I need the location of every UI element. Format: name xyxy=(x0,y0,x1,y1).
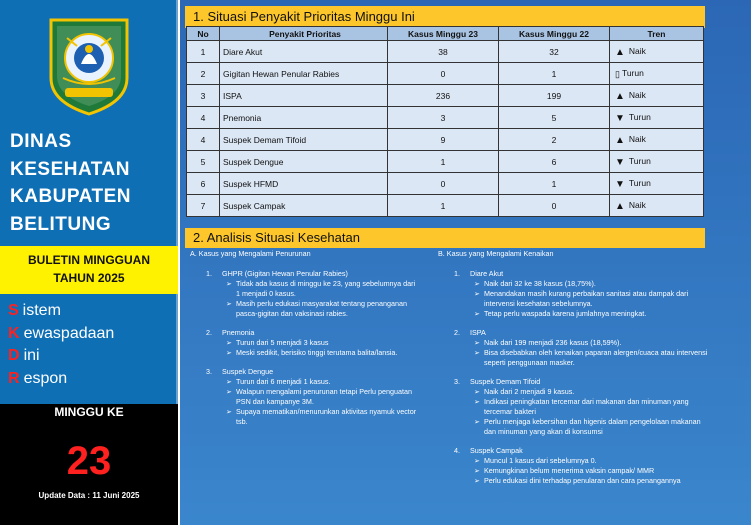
acronym-letter: R xyxy=(8,369,20,387)
analysis-bullet xyxy=(438,387,708,397)
cases-week-22: 0 xyxy=(499,195,610,217)
acronym-rest: istem xyxy=(22,302,61,319)
header-trend: Tren xyxy=(610,27,704,41)
triangle-down-icon: ▼ xyxy=(615,178,625,190)
decrease-column xyxy=(190,249,420,436)
item-title-text: GHPR (Gigitan Hewan Penular Rabies) xyxy=(222,269,348,278)
arrow-bullet-icon: ➢ xyxy=(226,387,233,396)
analysis-bullet xyxy=(190,407,420,427)
bullet-text: Indikasi peningkatan tercemar dari makanan dan minuman yang tercemar bakteri xyxy=(484,397,689,416)
table-row xyxy=(187,195,704,217)
agency-line: KESEHATAN xyxy=(10,158,130,180)
trend-label: Turun xyxy=(628,177,651,188)
row-number: 5 xyxy=(187,151,220,173)
arrow-bullet-icon: ➢ xyxy=(474,289,481,298)
cases-week-22: 5 xyxy=(499,107,610,129)
acronym-letter: K xyxy=(8,324,20,342)
acronym-line xyxy=(8,323,174,346)
analysis-item-title xyxy=(438,446,708,456)
cases-week-22: 1 xyxy=(499,173,610,195)
bullet-text: Perlu edukasi dini terhadap penularan dan cara penangannya xyxy=(484,476,681,485)
trend-cell xyxy=(610,195,704,217)
item-title-text: Suspek Demam Tifoid xyxy=(470,377,541,386)
bullet-text: Tidak ada kasus di minggu ke 23, yang sebelumnya dari 1 menjadi 0 kasus. xyxy=(236,279,416,298)
acronym-letter: D xyxy=(8,347,20,364)
item-number: 3. xyxy=(206,367,212,376)
week-number: 23 xyxy=(66,439,112,483)
trend-cell xyxy=(610,129,704,151)
row-number: 1 xyxy=(187,41,220,63)
regency-logo-emblem xyxy=(47,16,131,116)
agency-line: DINAS xyxy=(10,131,72,152)
week-label: MINGGU KE xyxy=(54,405,124,419)
analysis-bullet xyxy=(438,348,708,368)
trend-label: Naik xyxy=(628,45,646,56)
row-number: 3 xyxy=(187,85,220,107)
analysis-bullet xyxy=(190,348,420,358)
row-number: 4 xyxy=(187,129,220,151)
item-number: 1. xyxy=(454,269,460,278)
bullet-text: Tetap perlu waspada karena jumlahnya meningkat. xyxy=(484,309,647,318)
analysis-item-title xyxy=(438,377,708,387)
trend-cell xyxy=(610,85,704,107)
analysis-item-title xyxy=(438,328,708,338)
arrow-bullet-icon: ➢ xyxy=(474,476,481,485)
analysis-item xyxy=(438,328,708,368)
triangle-down-icon: ▼ xyxy=(615,112,625,124)
disease-name: Suspek HFMD xyxy=(220,173,388,195)
bullet-text: Naik dari 32 ke 38 kasus (18,75%). xyxy=(484,279,596,288)
analysis-item xyxy=(438,446,708,486)
bullet-text: Perlu menjaga kebersihan dan higenis dalam pengelolaan makanan dan minuman yang akan di konsumsi xyxy=(484,417,701,436)
arrow-bullet-icon: ➢ xyxy=(226,338,233,347)
acronym-rest: ini xyxy=(23,347,40,364)
analysis-item-title xyxy=(438,269,708,279)
cases-week-22: 1 xyxy=(499,63,610,85)
disease-name: Gigitan Hewan Penular Rabies xyxy=(220,63,388,85)
arrow-bullet-icon: ➢ xyxy=(474,456,481,465)
arrow-bullet-icon: ➢ xyxy=(474,387,481,396)
analysis-item-title xyxy=(190,328,420,338)
analysis-bullet xyxy=(438,289,708,309)
analysis-item-title xyxy=(190,269,420,279)
section-2-title: 2. Analisis Situasi Kesehatan xyxy=(185,228,705,248)
table-row xyxy=(187,173,704,195)
disease-name: Suspek Demam Tifoid xyxy=(220,129,388,151)
analysis-bullet xyxy=(438,466,708,476)
header-no: No xyxy=(187,27,220,41)
arrow-bullet-icon: ➢ xyxy=(474,338,481,347)
item-number: 2. xyxy=(206,328,212,337)
arrow-bullet-icon: ➢ xyxy=(226,348,233,357)
item-title-text: ISPA xyxy=(470,328,486,337)
arrow-bullet-icon: ➢ xyxy=(474,348,481,357)
acronym-letter: S xyxy=(8,302,19,319)
trend-label: Naik xyxy=(628,89,646,100)
arrow-bullet-icon: ➢ xyxy=(474,309,481,318)
trend-cell xyxy=(610,173,704,195)
arrow-bullet-icon: ➢ xyxy=(226,407,233,416)
bulletin-line: BULETIN MINGGUAN xyxy=(28,253,150,267)
acronym-rest: espon xyxy=(23,369,68,387)
bullet-text: Masih perlu edukasi masyarakat tentang penanganan pasca-gigitan dan vaksinasi rabies. xyxy=(236,299,408,318)
analysis-bullet xyxy=(190,387,420,407)
trend-label: Turun xyxy=(628,155,651,166)
skdr-acronym xyxy=(8,300,174,390)
cases-week-23: 3 xyxy=(388,107,499,129)
acronym-line xyxy=(8,300,174,323)
analysis-bullet xyxy=(190,279,420,299)
analysis-bullet xyxy=(438,476,708,486)
item-title-text: Pnemonia xyxy=(222,328,255,337)
trend-cell xyxy=(610,151,704,173)
trend-label: Turun xyxy=(628,111,651,122)
table-row xyxy=(187,41,704,63)
item-title-text: Diare Akut xyxy=(470,269,504,278)
analysis-item xyxy=(438,377,708,437)
agency-line: KABUPATEN xyxy=(10,186,131,207)
disease-name: Diare Akut xyxy=(220,41,388,63)
bulletin-banner xyxy=(0,246,178,294)
analysis-bullet xyxy=(438,417,708,437)
item-title-text: Suspek Dengue xyxy=(222,367,274,376)
analysis-item xyxy=(438,269,708,319)
trend-cell xyxy=(610,41,704,63)
analysis-bullet xyxy=(438,338,708,348)
item-title-text: Suspek Campak xyxy=(470,446,523,455)
bullet-text: Meski sedikit, berisiko tinggi terutama balita/lansia. xyxy=(236,348,398,357)
triangle-up-icon: ▲ xyxy=(615,46,625,58)
table-header-row xyxy=(187,27,704,41)
table-row xyxy=(187,85,704,107)
cases-week-23: 0 xyxy=(388,173,499,195)
analysis-bullet xyxy=(438,456,708,466)
arrow-bullet-icon: ➢ xyxy=(474,466,481,475)
analysis-bullet xyxy=(438,397,708,417)
analysis-bullet xyxy=(438,309,708,319)
agency-name xyxy=(10,128,170,238)
arrow-bullet-icon: ➢ xyxy=(226,279,233,288)
cases-week-23: 1 xyxy=(388,151,499,173)
item-number: 4. xyxy=(454,446,460,455)
disease-name: Pnemonia xyxy=(220,107,388,129)
item-number: 1. xyxy=(206,269,212,278)
update-date: Update Data : 11 Juni 2025 xyxy=(38,491,140,500)
bullet-text: Kemungkinan belum menerima vaksin campak/ MMR xyxy=(484,466,655,475)
cases-week-23: 1 xyxy=(388,195,499,217)
analysis-item xyxy=(190,269,420,319)
trend-label: Naik xyxy=(628,133,646,144)
bullet-text: Turun dari 5 menjadi 3 kasus xyxy=(236,338,329,347)
cases-week-23: 38 xyxy=(388,41,499,63)
bullet-text: Turun dari 6 menjadi 1 kasus. xyxy=(236,377,331,386)
agency-line: BELITUNG xyxy=(10,213,112,235)
priority-disease-table xyxy=(186,26,704,217)
column-heading: A. Kasus yang Mengalami Penurunan xyxy=(190,249,311,258)
section-1-title: 1. Situasi Penyakit Prioritas Minggu Ini xyxy=(185,6,705,28)
table-row xyxy=(187,151,704,173)
increase-column xyxy=(438,249,708,495)
item-number: 2. xyxy=(454,328,460,337)
disease-name: Suspek Campak xyxy=(220,195,388,217)
trend-cell xyxy=(610,63,704,85)
cases-week-23: 9 xyxy=(388,129,499,151)
bullet-text: Supaya mematikan/menurunkan aktivitas nyamuk vector tsb. xyxy=(236,407,417,426)
row-number: 4 xyxy=(187,107,220,129)
table-row xyxy=(187,63,704,85)
arrow-bullet-icon: ➢ xyxy=(226,299,233,308)
cases-week-23: 236 xyxy=(388,85,499,107)
analysis-bullet xyxy=(190,338,420,348)
cases-week-22: 199 xyxy=(499,85,610,107)
cases-week-22: 2 xyxy=(499,129,610,151)
bullet-text: Muncul 1 kasus dari sebelumnya 0. xyxy=(484,456,597,465)
trend-label: Turun xyxy=(621,67,644,78)
disease-name: Suspek Dengue xyxy=(220,151,388,173)
triangle-up-icon: ▲ xyxy=(615,200,625,212)
missing-glyph-icon: ▯ xyxy=(615,68,620,79)
cases-week-22: 6 xyxy=(499,151,610,173)
disease-name: ISPA xyxy=(220,85,388,107)
arrow-bullet-icon: ➢ xyxy=(474,397,481,406)
cases-week-22: 32 xyxy=(499,41,610,63)
table-body xyxy=(187,41,704,217)
triangle-up-icon: ▲ xyxy=(615,90,625,102)
bullet-text: Menandakan masih kurang perbaikan sanitasi atau dampak dari intervensi kesehatan sebelumnya. xyxy=(484,289,689,308)
acronym-rest: ewaspadaan xyxy=(23,324,115,342)
header-week-23: Kasus Minggu 23 xyxy=(388,27,499,41)
table-row xyxy=(187,129,704,151)
header-disease: Penyakit Prioritas xyxy=(220,27,388,41)
acronym-line xyxy=(8,368,174,391)
row-number: 2 xyxy=(187,63,220,85)
acronym-line xyxy=(8,345,174,368)
column-heading: B. Kasus yang Mengalami Kenaikan xyxy=(438,249,554,258)
triangle-up-icon: ▲ xyxy=(615,134,625,146)
analysis-bullet xyxy=(190,377,420,387)
header-week-22: Kasus Minggu 22 xyxy=(499,27,610,41)
analysis-item-title xyxy=(190,367,420,377)
arrow-bullet-icon: ➢ xyxy=(474,417,481,426)
analysis-item xyxy=(190,328,420,358)
arrow-bullet-icon: ➢ xyxy=(474,279,481,288)
cases-week-23: 0 xyxy=(388,63,499,85)
bullet-text: Bisa disebabkan oleh kenaikan paparan alergen/cuaca atau intervensi seperti penggunaan masker. xyxy=(484,348,708,367)
analysis-bullet xyxy=(438,279,708,289)
analysis-item xyxy=(190,367,420,427)
triangle-down-icon: ▼ xyxy=(615,156,625,168)
bullet-text: Naik dari 199 menjadi 236 kasus (18,59%). xyxy=(484,338,622,347)
bullet-text: Walapun mengalami penurunan tetapi Perlu penguatan PSN dan kampanye 3M. xyxy=(236,387,412,406)
item-number: 3. xyxy=(454,377,460,386)
arrow-bullet-icon: ➢ xyxy=(226,377,233,386)
trend-cell xyxy=(610,107,704,129)
trend-label: Naik xyxy=(628,199,646,210)
row-number: 7 xyxy=(187,195,220,217)
analysis-bullet xyxy=(190,299,420,319)
bullet-text: Naik dari 2 menjadi 9 kasus. xyxy=(484,387,575,396)
table-row xyxy=(187,107,704,129)
row-number: 6 xyxy=(187,173,220,195)
bulletin-line: TAHUN 2025 xyxy=(53,271,125,285)
